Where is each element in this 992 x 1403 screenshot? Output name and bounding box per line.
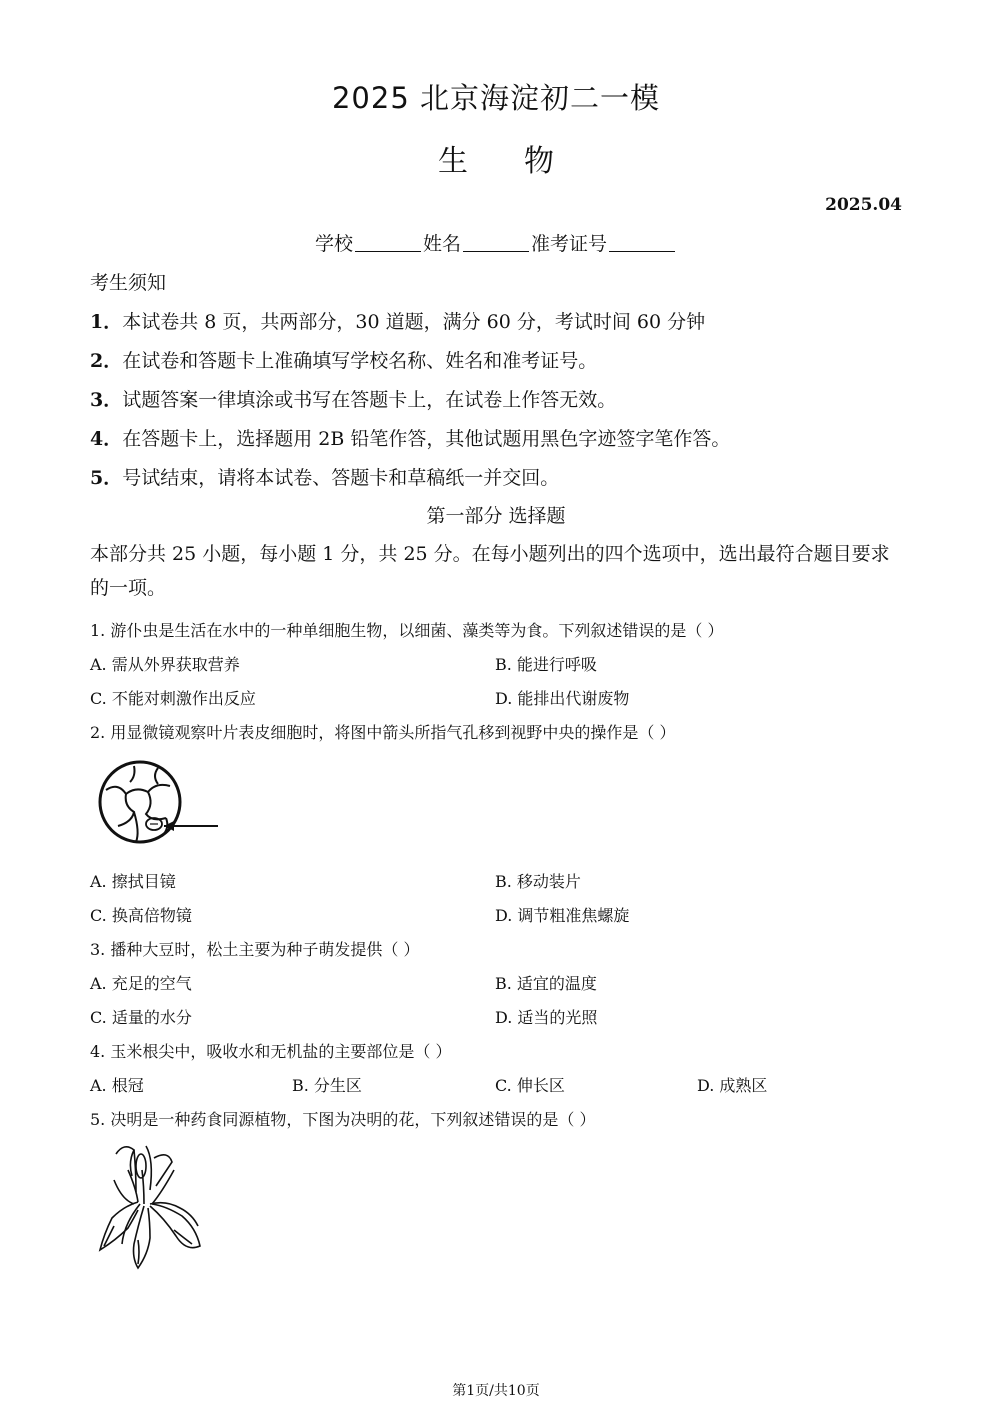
cassia-flower-figure [94,1140,206,1272]
notice-text: 本试卷共 8 页，共两部分，30 道题，满分 60 分，考试时间 60 分钟 [122,311,706,333]
microscope-field-figure [96,756,226,848]
part1-heading: 第一部分 选择题 [426,505,566,527]
name-blank[interactable] [463,233,529,252]
option-b[interactable]: B. 分生区 [292,1076,362,1095]
notice-num: 4． [90,428,123,450]
notice-num: 5． [90,467,123,489]
option-d[interactable]: D. 调节粗准焦螺旋 [495,906,630,925]
notice-heading: 考生须知 [90,272,167,294]
option-a[interactable]: A. 擦拭目镜 [90,872,176,891]
notice-item [90,385,616,412]
subject-title: 生物 [438,144,610,179]
exam-title: 2025 北京海淀初二一模 [331,81,661,115]
notice-item [90,346,597,373]
notice-num: 1． [90,311,123,333]
name-label: 姓名 [422,233,461,255]
student-info-fields [0,229,992,256]
page-footer: 第1页/共10页 [452,1383,540,1399]
question-stem: 4. 玉米根尖中，吸收水和无机盐的主要部位是（ ） [90,1042,452,1061]
notice-text: 在答题卡上，选择题用 2B 铅笔作答，其他试题用黑色字迹签字笔作答。 [122,428,731,450]
notice-item [90,307,705,334]
part1-intro: 本部分共 25 小题，每小题 1 分，共 25 分。在每小题列出的四个选项中，选出最符合题目要求的一项。 [90,543,890,599]
ticket-blank[interactable] [609,233,675,252]
option-d[interactable]: D. 能排出代谢废物 [495,689,630,708]
notice-text: 号试结束，请将本试卷、答题卡和草稿纸一并交回。 [122,467,560,489]
exam-date: 2025.04 [825,195,902,215]
school-label: 学校 [314,233,353,255]
question-stem: 1. 游仆虫是生活在水中的一种单细胞生物，以细菌、藻类等为食。下列叙述错误的是（ ） [90,621,724,640]
option-d[interactable]: D. 适当的光照 [495,1008,598,1027]
option-d[interactable]: D. 成熟区 [697,1076,768,1095]
option-b[interactable]: B. 能进行呼吸 [495,655,597,674]
ticket-label: 准考证号 [531,233,608,255]
school-blank[interactable] [355,233,421,252]
option-b[interactable]: B. 适宜的温度 [495,974,597,993]
notice-item [90,424,730,451]
option-b[interactable]: B. 移动装片 [495,872,581,891]
option-a[interactable]: A. 根冠 [90,1076,144,1095]
question-stem: 3. 播种大豆时，松土主要为种子萌发提供（ ） [90,940,420,959]
notice-num: 2． [90,350,123,372]
option-c[interactable]: C. 不能对刺激作出反应 [90,689,256,708]
question-stem: 2. 用显微镜观察叶片表皮细胞时，将图中箭头所指气孔移到视野中央的操作是（ ） [90,723,676,742]
question-stem: 5. 决明是一种药食同源植物，下图为决明的花，下列叙述错误的是（ ） [90,1110,596,1129]
option-a[interactable]: A. 充足的空气 [90,974,192,993]
option-a[interactable]: A. 需从外界获取营养 [90,655,240,674]
notice-text: 试题答案一律填涂或书写在答题卡上，在试卷上作答无效。 [122,389,617,411]
option-c[interactable]: C. 伸长区 [495,1076,565,1095]
notice-text: 在试卷和答题卡上准确填写学校名称、姓名和准考证号。 [122,350,598,372]
notice-num: 3． [90,389,123,411]
option-c[interactable]: C. 适量的水分 [90,1008,192,1027]
option-c[interactable]: C. 换高倍物镜 [90,906,192,925]
notice-item [90,463,559,490]
